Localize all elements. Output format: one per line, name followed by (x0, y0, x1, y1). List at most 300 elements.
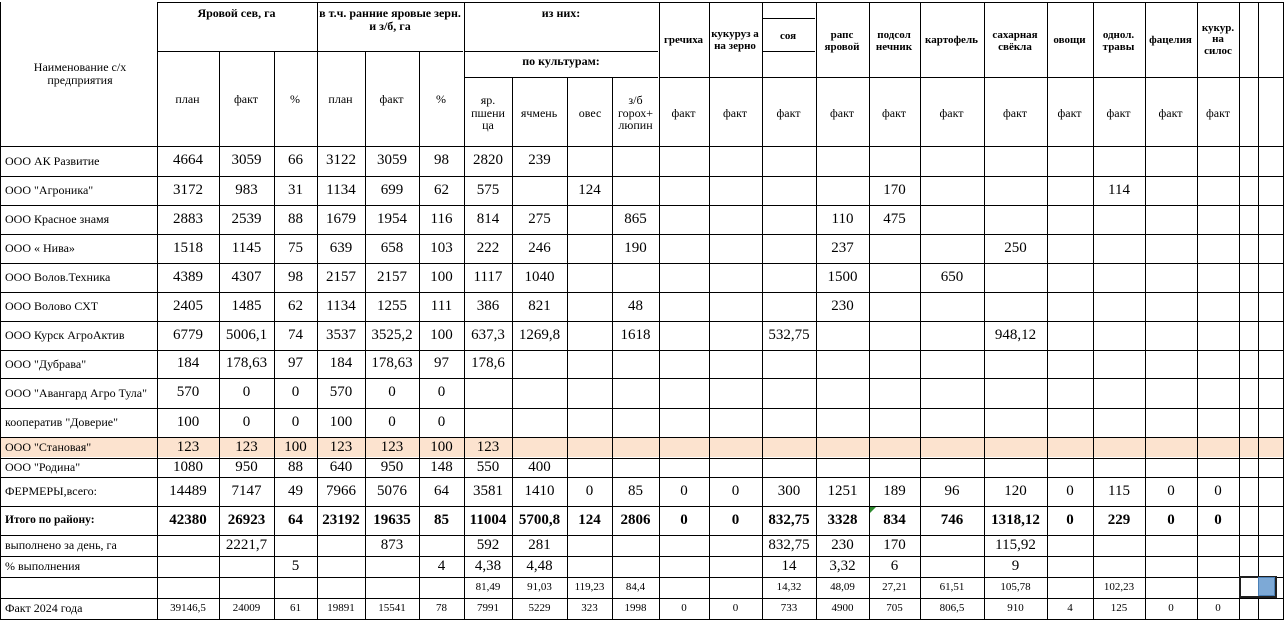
table-cell[interactable]: 78 (436, 601, 447, 614)
table-cell[interactable]: 6 (890, 557, 899, 574)
table-cell[interactable]: 62 (288, 297, 303, 314)
table-cell[interactable]: 14489 (169, 482, 207, 499)
table-cell[interactable]: 230 (831, 297, 854, 314)
table-cell[interactable] (1197, 205, 1239, 234)
row-label[interactable]: ООО "Дубрава" (5, 356, 87, 371)
table-cell[interactable]: 1410 (524, 482, 555, 499)
table-cell[interactable]: 400 (528, 458, 551, 475)
table-cell[interactable] (1239, 437, 1258, 458)
table-cell[interactable]: 2883 (173, 210, 203, 227)
table-cell[interactable] (464, 408, 512, 437)
table-cell[interactable] (1047, 263, 1093, 292)
table-cell[interactable] (1047, 350, 1093, 378)
table-cell[interactable]: 5076 (377, 482, 407, 499)
table-cell[interactable]: 222 (476, 239, 500, 256)
table-cell[interactable] (984, 292, 1047, 321)
table-cell[interactable] (317, 577, 365, 598)
table-cell[interactable]: 2539 (231, 210, 262, 227)
table-cell[interactable]: 834 (883, 511, 906, 528)
table-cell[interactable]: 640 (329, 458, 353, 475)
table-cell[interactable]: 733 (780, 601, 798, 614)
table-cell[interactable] (816, 458, 869, 477)
table-cell[interactable]: 123 (329, 438, 353, 455)
row-label[interactable]: ООО "Агроника" (5, 183, 94, 198)
table-cell[interactable] (659, 577, 709, 598)
table-cell[interactable]: 105,78 (1000, 580, 1031, 593)
table-cell[interactable] (1239, 176, 1258, 205)
table-cell[interactable] (762, 350, 816, 378)
table-cell[interactable] (984, 350, 1047, 378)
table-cell[interactable] (659, 458, 709, 477)
table-cell[interactable]: 0 (291, 413, 300, 430)
table-cell[interactable] (1197, 408, 1239, 437)
table-cell[interactable] (1047, 577, 1093, 598)
table-cell[interactable]: 98 (434, 152, 449, 169)
table-cell[interactable]: 475 (883, 210, 906, 227)
table-cell[interactable] (1047, 458, 1093, 477)
table-cell[interactable]: 950 (235, 458, 258, 475)
table-cell[interactable] (709, 205, 762, 234)
table-cell[interactable]: 7147 (231, 482, 262, 499)
table-cell[interactable] (1093, 458, 1145, 477)
table-cell[interactable]: 0 (1168, 601, 1174, 614)
table-cell[interactable] (1197, 378, 1239, 408)
table-cell[interactable]: 1251 (827, 482, 858, 499)
table-cell[interactable] (984, 458, 1047, 477)
row-label[interactable] (0, 577, 157, 598)
table-cell[interactable] (920, 378, 984, 408)
table-cell[interactable] (157, 535, 219, 556)
table-cell[interactable] (709, 556, 762, 577)
table-cell[interactable] (920, 408, 984, 437)
table-cell[interactable] (1093, 437, 1145, 458)
table-cell[interactable]: 123 (476, 438, 500, 455)
table-cell[interactable]: 281 (528, 536, 551, 553)
table-cell[interactable]: 3122 (326, 152, 356, 169)
table-cell[interactable]: 11004 (469, 511, 507, 528)
table-cell[interactable]: 14,32 (776, 580, 802, 593)
table-cell[interactable] (920, 458, 984, 477)
table-cell[interactable]: 865 (624, 210, 647, 227)
table-cell[interactable] (762, 176, 816, 205)
table-cell[interactable]: 170 (883, 181, 906, 198)
table-cell[interactable]: 125 (1110, 601, 1128, 614)
table-cell[interactable] (1145, 263, 1197, 292)
table-cell[interactable] (567, 234, 612, 263)
table-cell[interactable]: 250 (1004, 239, 1027, 256)
table-cell[interactable] (567, 321, 612, 350)
table-cell[interactable] (1239, 263, 1258, 292)
table-cell[interactable] (612, 263, 659, 292)
table-cell[interactable]: 0 (1066, 511, 1074, 528)
table-cell[interactable] (512, 378, 567, 408)
table-cell[interactable] (709, 263, 762, 292)
table-cell[interactable] (567, 458, 612, 477)
row-label[interactable]: ФЕРМЕРЫ,всего: (5, 484, 97, 499)
table-cell[interactable] (659, 146, 709, 176)
table-cell[interactable] (1145, 577, 1197, 598)
row-label[interactable]: ООО "Авангард Агро Тула" (5, 385, 148, 400)
table-cell[interactable]: 0 (731, 511, 740, 528)
table-cell[interactable] (1047, 378, 1093, 408)
table-cell[interactable] (659, 321, 709, 350)
table-cell[interactable]: 570 (329, 384, 353, 401)
table-cell[interactable] (567, 263, 612, 292)
table-cell[interactable]: 3059 (231, 152, 262, 169)
table-cell[interactable]: 64 (288, 511, 303, 528)
table-cell[interactable]: 639 (329, 239, 353, 256)
table-cell[interactable] (920, 234, 984, 263)
table-cell[interactable]: 1485 (231, 297, 262, 314)
table-cell[interactable]: 1040 (524, 268, 555, 285)
table-cell[interactable] (1239, 234, 1258, 263)
table-cell[interactable] (1093, 205, 1145, 234)
table-cell[interactable]: 0 (1066, 482, 1074, 499)
table-cell[interactable] (984, 263, 1047, 292)
table-cell[interactable] (762, 437, 816, 458)
table-cell[interactable] (1197, 556, 1239, 577)
table-cell[interactable]: 7991 (477, 601, 499, 614)
table-cell[interactable] (419, 577, 464, 598)
table-cell[interactable] (1093, 350, 1145, 378)
table-cell[interactable] (1145, 408, 1197, 437)
table-cell[interactable]: 570 (176, 384, 200, 401)
table-cell[interactable] (984, 146, 1047, 176)
table-cell[interactable] (1047, 535, 1093, 556)
table-cell[interactable] (816, 146, 869, 176)
table-cell[interactable]: 950 (380, 458, 404, 475)
table-cell[interactable]: 948,12 (994, 326, 1037, 343)
table-cell[interactable] (709, 350, 762, 378)
table-cell[interactable]: 0 (731, 482, 740, 499)
table-cell[interactable] (612, 535, 659, 556)
table-cell[interactable] (1047, 437, 1093, 458)
table-cell[interactable] (659, 378, 709, 408)
table-cell[interactable]: 0 (1214, 482, 1222, 499)
table-cell[interactable] (512, 408, 567, 437)
table-cell[interactable] (762, 146, 816, 176)
table-cell[interactable]: 5006,1 (225, 326, 268, 343)
table-cell[interactable] (1093, 234, 1145, 263)
table-cell[interactable] (567, 535, 612, 556)
table-cell[interactable] (1047, 176, 1093, 205)
row-label[interactable]: выполнено за день, га (5, 538, 117, 553)
table-cell[interactable] (1239, 506, 1258, 535)
table-cell[interactable] (1145, 535, 1197, 556)
table-cell[interactable] (984, 408, 1047, 437)
table-cell[interactable] (816, 321, 869, 350)
table-cell[interactable]: 1954 (377, 210, 407, 227)
table-cell[interactable] (709, 292, 762, 321)
table-cell[interactable] (984, 205, 1047, 234)
table-cell[interactable] (920, 321, 984, 350)
table-cell[interactable]: 5 (291, 557, 300, 574)
table-cell[interactable]: 1134 (326, 181, 356, 198)
table-cell[interactable] (1145, 556, 1197, 577)
table-cell[interactable]: 88 (288, 458, 303, 475)
table-cell[interactable]: 4389 (173, 268, 203, 285)
table-cell[interactable] (1197, 263, 1239, 292)
table-cell[interactable]: 97 (434, 355, 449, 372)
table-cell[interactable]: 230 (831, 536, 854, 553)
table-cell[interactable] (762, 234, 816, 263)
table-cell[interactable]: 61 (290, 601, 301, 614)
table-cell[interactable]: 81,49 (475, 580, 501, 593)
table-cell[interactable]: 0 (680, 511, 688, 528)
row-label[interactable]: ООО Волово СХТ (5, 299, 99, 314)
table-cell[interactable]: 637,3 (471, 326, 505, 343)
table-cell[interactable] (567, 408, 612, 437)
table-cell[interactable]: 97 (288, 355, 303, 372)
table-cell[interactable]: 3059 (377, 152, 407, 169)
table-cell[interactable]: 1080 (173, 458, 203, 475)
table-cell[interactable]: 124 (578, 181, 601, 198)
table-cell[interactable]: 275 (528, 210, 551, 227)
table-cell[interactable]: 75 (288, 239, 303, 256)
table-cell[interactable]: 85 (434, 511, 449, 528)
table-cell[interactable]: 1618 (620, 326, 651, 343)
table-cell[interactable] (920, 535, 984, 556)
row-label[interactable]: кооператив "Доверие" (5, 415, 118, 430)
table-cell[interactable] (709, 535, 762, 556)
table-cell[interactable]: 48,09 (830, 580, 855, 593)
table-cell[interactable] (317, 556, 365, 577)
table-cell[interactable]: 386 (476, 297, 500, 314)
table-cell[interactable]: 178,63 (371, 355, 413, 372)
table-cell[interactable]: 3525,2 (371, 326, 413, 343)
table-cell[interactable]: 0 (1167, 511, 1175, 528)
table-cell[interactable]: 100 (430, 438, 453, 455)
table-cell[interactable] (709, 437, 762, 458)
table-cell[interactable] (1197, 458, 1239, 477)
table-cell[interactable] (920, 437, 984, 458)
table-cell[interactable] (659, 176, 709, 205)
table-cell[interactable]: 650 (940, 268, 964, 285)
table-cell[interactable]: 3172 (173, 181, 203, 198)
table-cell[interactable] (1239, 321, 1258, 350)
table-cell[interactable]: 832,75 (768, 536, 810, 553)
row-label[interactable]: ООО « Нива» (5, 241, 75, 256)
table-cell[interactable] (1093, 535, 1145, 556)
table-cell[interactable]: 0 (1214, 511, 1222, 528)
table-cell[interactable] (920, 556, 984, 577)
table-cell[interactable] (816, 437, 869, 458)
table-cell[interactable]: 0 (732, 601, 739, 614)
row-label[interactable]: ООО Курск АгроАктив (5, 328, 125, 343)
table-cell[interactable]: 699 (380, 181, 404, 198)
table-cell[interactable]: 39146,5 (170, 601, 206, 614)
table-cell[interactable] (869, 263, 920, 292)
row-label[interactable]: ООО АК Развитие (5, 153, 100, 168)
table-cell[interactable] (1145, 292, 1197, 321)
table-cell[interactable] (1197, 437, 1239, 458)
table-cell[interactable]: 246 (528, 239, 551, 256)
table-cell[interactable] (1093, 378, 1145, 408)
table-cell[interactable] (1197, 146, 1239, 176)
table-cell[interactable]: 0 (291, 384, 300, 401)
table-cell[interactable] (869, 437, 920, 458)
table-cell[interactable] (512, 350, 567, 378)
table-cell[interactable] (816, 350, 869, 378)
table-cell[interactable]: 1269,8 (518, 326, 561, 343)
table-cell[interactable] (1239, 477, 1258, 506)
table-cell[interactable]: 3537 (326, 326, 356, 343)
table-cell[interactable]: 323 (581, 601, 598, 614)
table-cell[interactable]: 2820 (473, 152, 503, 169)
table-cell[interactable]: 806,5 (939, 601, 965, 614)
table-cell[interactable] (1239, 205, 1258, 234)
table-cell[interactable] (920, 292, 984, 321)
table-cell[interactable] (659, 535, 709, 556)
table-cell[interactable] (1047, 234, 1093, 263)
table-cell[interactable]: 184 (176, 355, 200, 372)
table-cell[interactable]: 2221,7 (225, 536, 268, 553)
table-cell[interactable] (816, 378, 869, 408)
table-cell[interactable]: 9 (1011, 557, 1020, 574)
table-cell[interactable] (709, 378, 762, 408)
table-cell[interactable]: 115,92 (995, 536, 1036, 553)
table-cell[interactable]: 190 (624, 239, 647, 256)
table-cell[interactable] (1093, 146, 1145, 176)
table-cell[interactable] (1047, 556, 1093, 577)
table-cell[interactable]: 61,51 (939, 580, 965, 593)
table-cell[interactable]: 119,23 (574, 580, 605, 593)
table-cell[interactable]: 705 (886, 601, 903, 614)
table-cell[interactable]: 115 (1108, 482, 1130, 499)
table-cell[interactable] (157, 577, 219, 598)
table-cell[interactable] (1145, 350, 1197, 378)
table-cell[interactable] (1197, 321, 1239, 350)
table-cell[interactable] (567, 146, 612, 176)
table-cell[interactable] (365, 577, 419, 598)
table-cell[interactable]: 2157 (377, 268, 407, 285)
table-cell[interactable] (1239, 146, 1258, 176)
table-cell[interactable] (1239, 292, 1258, 321)
table-cell[interactable]: 910 (1007, 601, 1024, 614)
table-cell[interactable]: 1145 (231, 239, 262, 256)
table-cell[interactable]: 100 (430, 268, 453, 285)
table-cell[interactable]: 91,03 (527, 580, 552, 593)
table-cell[interactable]: 100 (430, 326, 453, 343)
table-cell[interactable]: 0 (437, 384, 446, 401)
table-cell[interactable] (1145, 321, 1197, 350)
table-cell[interactable] (869, 234, 920, 263)
table-cell[interactable] (274, 535, 317, 556)
table-cell[interactable] (1047, 146, 1093, 176)
table-cell[interactable] (512, 437, 567, 458)
table-cell[interactable] (1197, 292, 1239, 321)
table-cell[interactable] (612, 378, 659, 408)
table-cell[interactable] (1197, 176, 1239, 205)
table-cell[interactable]: 592 (476, 536, 500, 553)
table-cell[interactable] (612, 350, 659, 378)
table-cell[interactable]: 84,4 (625, 580, 646, 593)
table-cell[interactable] (317, 535, 365, 556)
table-cell[interactable]: 0 (388, 384, 396, 401)
row-label[interactable]: ООО "Родина" (5, 460, 81, 475)
table-cell[interactable]: 100 (176, 413, 200, 430)
row-label[interactable]: % выполнения (5, 559, 81, 574)
table-cell[interactable]: 74 (288, 326, 303, 343)
table-cell[interactable] (1145, 458, 1197, 477)
table-cell[interactable]: 1998 (624, 601, 647, 614)
table-cell[interactable]: 983 (235, 181, 258, 198)
table-cell[interactable]: 4307 (231, 268, 262, 285)
table-cell[interactable]: 0 (681, 601, 687, 614)
table-cell[interactable] (612, 176, 659, 205)
table-cell[interactable] (709, 234, 762, 263)
table-cell[interactable] (709, 458, 762, 477)
table-cell[interactable] (920, 350, 984, 378)
table-cell[interactable]: 3581 (473, 482, 503, 499)
table-cell[interactable] (1145, 378, 1197, 408)
table-cell[interactable] (920, 205, 984, 234)
table-cell[interactable] (567, 437, 612, 458)
table-cell[interactable]: 96 (944, 482, 960, 499)
table-cell[interactable]: 4,48 (526, 557, 553, 574)
table-cell[interactable]: 123 (176, 438, 200, 455)
table-cell[interactable]: 0 (242, 413, 251, 430)
table-cell[interactable] (1197, 234, 1239, 263)
table-cell[interactable] (1047, 205, 1093, 234)
table-cell[interactable] (1093, 408, 1145, 437)
table-cell[interactable] (365, 556, 419, 577)
table-cell[interactable]: 300 (777, 482, 801, 499)
table-cell[interactable] (869, 458, 920, 477)
table-cell[interactable]: 148 (430, 458, 453, 475)
table-cell[interactable] (567, 350, 612, 378)
table-cell[interactable]: 5700,8 (518, 511, 561, 528)
row-label[interactable]: Итого по району: (5, 514, 95, 527)
selected-cell-fill[interactable] (1258, 577, 1275, 596)
table-cell[interactable] (869, 350, 920, 378)
table-cell[interactable]: 1255 (377, 297, 407, 314)
table-cell[interactable] (612, 556, 659, 577)
table-cell[interactable] (869, 408, 920, 437)
table-cell[interactable]: 832,75 (768, 511, 810, 528)
table-cell[interactable]: 2806 (620, 511, 651, 528)
table-cell[interactable] (419, 535, 464, 556)
table-cell[interactable] (157, 556, 219, 577)
table-cell[interactable] (1047, 292, 1093, 321)
table-cell[interactable] (1239, 556, 1258, 577)
table-cell[interactable] (1093, 263, 1145, 292)
table-cell[interactable] (869, 378, 920, 408)
table-cell[interactable]: 102,23 (1103, 580, 1135, 593)
table-cell[interactable] (709, 577, 762, 598)
table-cell[interactable] (1145, 146, 1197, 176)
table-cell[interactable] (1239, 350, 1258, 378)
table-cell[interactable] (1239, 598, 1258, 619)
table-cell[interactable] (762, 263, 816, 292)
table-cell[interactable] (869, 321, 920, 350)
table-cell[interactable]: 123 (380, 438, 404, 455)
table-cell[interactable] (659, 350, 709, 378)
table-cell[interactable]: 7966 (326, 482, 356, 499)
table-cell[interactable] (567, 205, 612, 234)
table-cell[interactable] (762, 292, 816, 321)
table-cell[interactable] (762, 458, 816, 477)
table-cell[interactable]: 821 (528, 297, 551, 314)
table-cell[interactable] (464, 378, 512, 408)
table-cell[interactable]: 550 (476, 458, 500, 475)
table-cell[interactable] (274, 577, 317, 598)
table-cell[interactable]: 1134 (326, 297, 356, 314)
table-cell[interactable]: 48 (628, 297, 643, 314)
table-cell[interactable]: 189 (883, 482, 906, 499)
table-cell[interactable] (219, 556, 274, 577)
table-cell[interactable]: 100 (284, 438, 307, 455)
